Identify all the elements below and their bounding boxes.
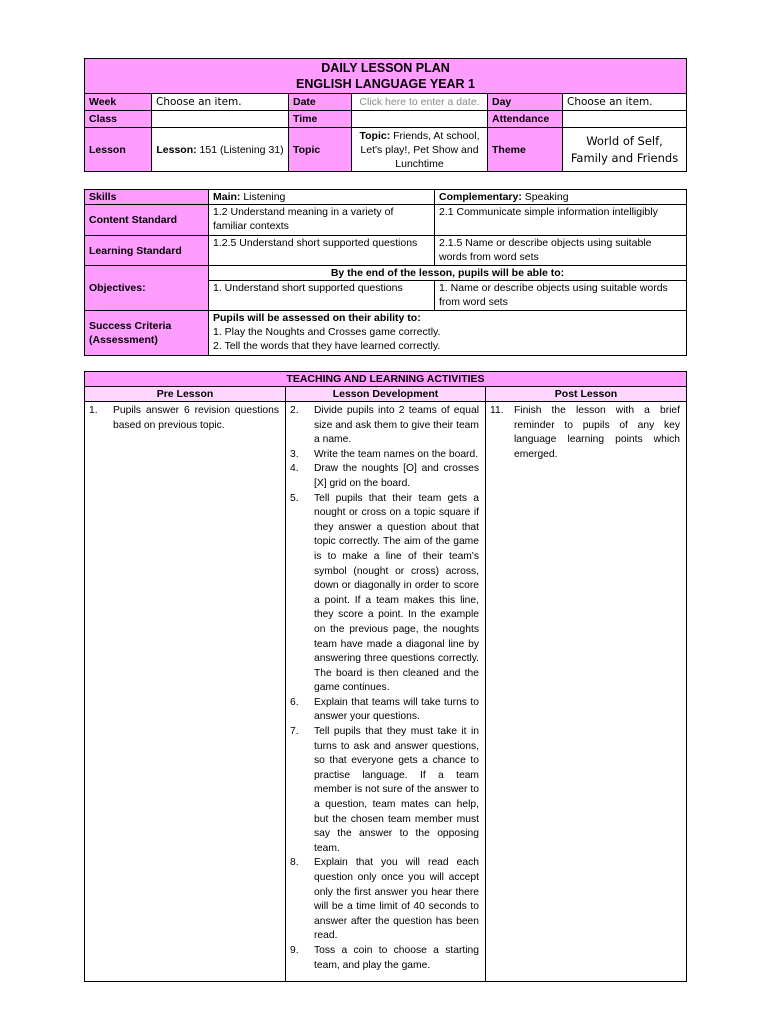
lesson-development-list bbox=[290, 404, 479, 973]
attendance-field[interactable] bbox=[563, 111, 687, 128]
learning-standard-complementary: 2.1.5 Name or describe objects using suitable words from word sets bbox=[435, 236, 687, 266]
page-title: DAILY LESSON PLAN bbox=[321, 61, 450, 75]
item-number: 5. bbox=[290, 492, 299, 504]
pre-lesson-list bbox=[89, 404, 279, 433]
complementary-skill-key: Complementary: bbox=[439, 191, 522, 203]
list-item bbox=[290, 725, 479, 856]
objectives-intro: By the end of the lesson, pupils will be able to: bbox=[209, 266, 687, 281]
item-text: Write the team names on the board. bbox=[314, 448, 479, 460]
topic-label: Topic bbox=[289, 128, 352, 172]
attendance-label: Attendance bbox=[488, 111, 563, 128]
lesson-key: Lesson: bbox=[156, 143, 197, 156]
skills-table bbox=[84, 189, 687, 356]
post-lesson-cell bbox=[486, 402, 687, 982]
theme-label: Theme bbox=[488, 128, 563, 172]
skills-label: Skills bbox=[85, 190, 209, 205]
lesson-development-header: Lesson Development bbox=[286, 387, 486, 402]
lesson-field bbox=[152, 128, 289, 172]
item-number: 8. bbox=[290, 857, 299, 869]
activities-title: TEACHING AND LEARNING ACTIVITIES bbox=[85, 372, 687, 387]
item-number: 9. bbox=[290, 944, 299, 956]
lesson-plan-header bbox=[85, 59, 687, 94]
item-number: 6. bbox=[290, 696, 299, 708]
list-item bbox=[290, 696, 479, 725]
date-label: Date bbox=[289, 94, 352, 111]
main-skill-key: Main: bbox=[213, 191, 241, 203]
learning-standard-main: 1.2.5 Understand short supported questions bbox=[209, 236, 435, 266]
week-label: Week bbox=[85, 94, 152, 111]
item-text: Tell pupils that their team gets a nought or cross on a topic square if they answer a question about that topic correctly. The aim of the game is to make a line of their team's symbol (nought or cross) across, down or diagonally in order to score a point. If a team makes this line, they score a point. In the example on the previous page, the noughts team have made a diagonal line by answering three questions correctly. The board is then cleaned and the game continues. bbox=[314, 492, 479, 694]
time-field[interactable] bbox=[352, 111, 488, 128]
time-label: Time bbox=[289, 111, 352, 128]
item-number: 11. bbox=[490, 405, 504, 416]
success-criteria bbox=[209, 311, 687, 356]
class-field[interactable] bbox=[152, 111, 289, 128]
item-text: Explain that you will read each question only once you will accept only the first answer you hear there will be a time limit of 40 seconds to answer after the question has been read. bbox=[314, 857, 479, 942]
item-text: Pupils answer 6 revision questions based on previous topic. bbox=[113, 405, 279, 431]
theme-value: World of Self, Family and Friends bbox=[563, 128, 687, 172]
success-intro: Pupils will be assessed on their ability to: bbox=[213, 312, 421, 324]
lesson-info-table bbox=[84, 58, 687, 172]
day-label: Day bbox=[488, 94, 563, 111]
objectives-complementary: 1. Name or describe objects using suitable words from word sets bbox=[435, 281, 687, 311]
item-text: Explain that teams will take turns to answer your questions. bbox=[314, 696, 479, 723]
item-text: Toss a coin to choose a starting team, and play the game. bbox=[314, 944, 479, 971]
pre-lesson-cell bbox=[85, 402, 286, 982]
page-subtitle: ENGLISH LANGUAGE YEAR 1 bbox=[296, 77, 476, 91]
item-text: Tell pupils that they must take it in turns to ask and answer questions, so that everyone gets a chance to practise language. If a team member is not sure of the answer to a question, team mates can help, but the chosen team member must say the answer to the opposing team. bbox=[314, 726, 479, 854]
item-text: Finish the lesson with a brief reminder to pupils of any key language learning points which emerged. bbox=[514, 405, 681, 460]
objectives-main: 1. Understand short supported questions bbox=[209, 281, 435, 311]
content-standard-complementary: 2.1 Communicate simple information intelligibly bbox=[435, 205, 687, 236]
learning-standard-label: Learning Standard bbox=[85, 236, 209, 266]
content-standard-main: 1.2 Understand meaning in a variety of familiar contexts bbox=[209, 205, 435, 236]
item-number: 2. bbox=[290, 405, 299, 416]
objectives-label: Objectives: bbox=[85, 266, 209, 311]
list-item bbox=[89, 404, 279, 433]
list-item bbox=[290, 462, 479, 491]
success-item-2: 2. Tell the words that they have learned correctly. bbox=[213, 340, 441, 352]
day-select[interactable]: Choose an item. bbox=[563, 94, 687, 111]
date-picker[interactable]: Click here to enter a date. bbox=[352, 94, 488, 111]
item-text: Draw the noughts [O] and crosses [X] grid on the board. bbox=[314, 463, 479, 489]
week-select[interactable]: Choose an item. bbox=[152, 94, 289, 111]
topic-key: Topic: bbox=[359, 129, 391, 142]
list-item bbox=[290, 856, 479, 944]
topic-value: Friends, At school, Let's play!, Pet Show and Lunchtime bbox=[360, 129, 480, 170]
success-criteria-label: Success Criteria (Assessment) bbox=[85, 311, 209, 356]
item-number: 3. bbox=[290, 448, 299, 460]
main-skill-value: Listening bbox=[240, 191, 286, 203]
post-lesson-header: Post Lesson bbox=[486, 387, 687, 402]
pre-lesson-header: Pre Lesson bbox=[85, 387, 286, 402]
lesson-label: Lesson bbox=[85, 128, 152, 172]
item-number: 1. bbox=[89, 405, 98, 416]
post-lesson-list bbox=[490, 404, 680, 462]
item-number: 7. bbox=[290, 726, 299, 738]
item-text: Divide pupils into 2 teams of equal size and ask them to give their team a name. bbox=[314, 405, 479, 446]
list-item bbox=[290, 448, 479, 463]
success-item-1: 1. Play the Noughts and Crosses game correctly. bbox=[213, 326, 441, 338]
list-item bbox=[490, 404, 680, 462]
activities-table bbox=[84, 371, 687, 982]
content-standard-label: Content Standard bbox=[85, 205, 209, 236]
complementary-skill bbox=[435, 190, 687, 205]
list-item bbox=[290, 492, 479, 696]
list-item bbox=[290, 404, 479, 448]
complementary-skill-value: Speaking bbox=[521, 191, 569, 203]
main-skill bbox=[209, 190, 435, 205]
list-item bbox=[290, 944, 479, 973]
topic-field bbox=[352, 128, 488, 172]
lesson-value: 151 (Listening 31) bbox=[196, 143, 284, 156]
class-label: Class bbox=[85, 111, 152, 128]
item-number: 4. bbox=[290, 463, 299, 475]
lesson-development-cell bbox=[286, 402, 486, 982]
